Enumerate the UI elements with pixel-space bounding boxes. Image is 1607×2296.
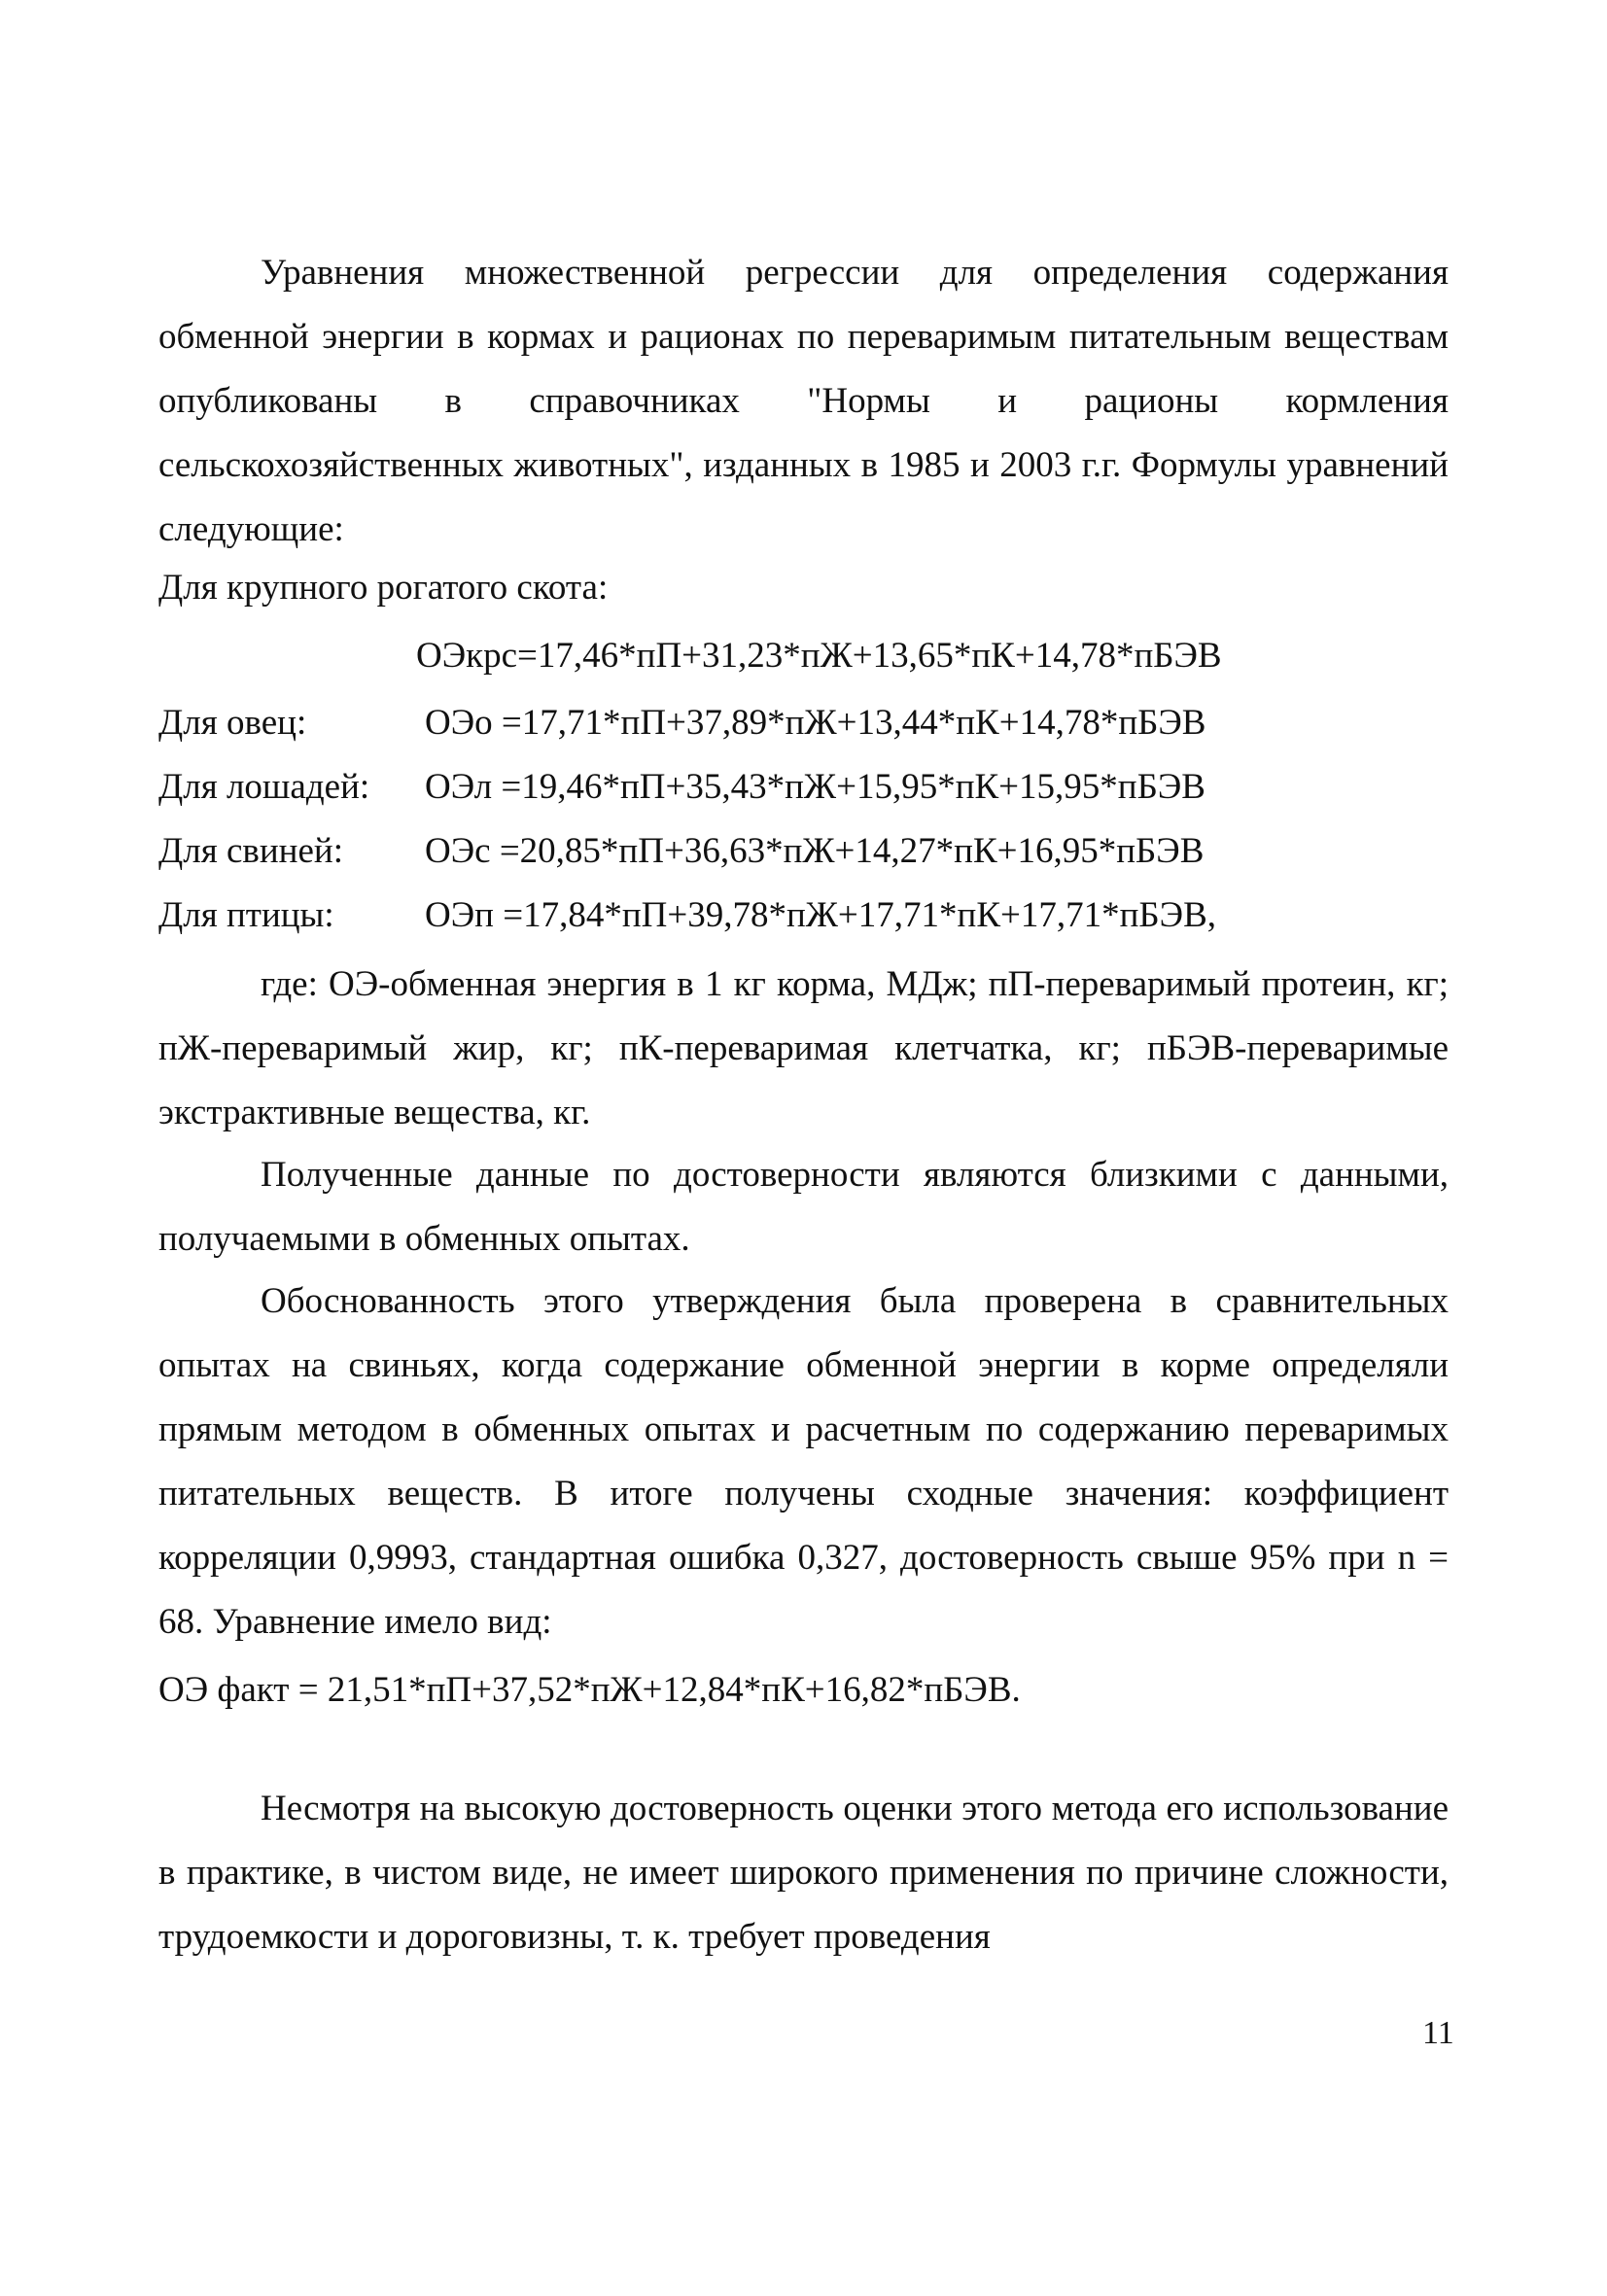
- page-number: 11: [1422, 2015, 1454, 2051]
- pig-formula: ОЭс =20,85*пП+36,63*пЖ+14,27*пК+16,95*пБЭВ: [425, 831, 1205, 871]
- horse-label: Для лошадей:: [158, 767, 370, 807]
- cattle-label: Для крупного рогатого скота:: [158, 568, 609, 608]
- paragraph-regression-intro: Уравнения множественной регрессии для определения содержания обменной энергии в кормах и рационах по переваримым питательным веществам опубликованы в справочниках "Нормы и рационы кормления сельскохозяйственных животных", изданных в 1985 и 2003 г.г. Формулы уравнений следующие:: [158, 253, 1449, 549]
- sheep-label: Для овец:: [158, 703, 307, 743]
- paragraph-definitions: где: ОЭ-обменная энергия в 1 кг корма, МДж; пП-переваримый протеин, кг; пЖ-переваримый жир, кг; пК-переваримая клетчатка, кг; пБЭВ-переваримые экстрактивные вещества, кг.: [158, 964, 1449, 1132]
- paragraph-reliability: Полученные данные по достоверности являются близкими с данными, получаемыми в обменных опытах.: [158, 1155, 1449, 1259]
- pig-label: Для свиней:: [158, 831, 343, 871]
- poultry-label: Для птицы:: [158, 895, 334, 935]
- cattle-formula: ОЭкрс=17,46*пП+31,23*пЖ+13,65*пК+14,78*пБЭВ: [416, 636, 1222, 676]
- poultry-formula: ОЭп =17,84*пП+39,78*пЖ+17,71*пК+17,71*пБЭВ,: [425, 895, 1217, 935]
- paragraph-validation: Обоснованность этого утверждения была проверена в сравнительных опытах на свиньях, когда содержание обменной энергии в корме определяли прямым методом в обменных опытах и расчетным по содержанию переваримых питательных веществ. В итоге получены сходные значения: коэффициент корреляции 0,9993, стандартная ошибка 0,327, достоверность свыше 95% при n = 68. Уравнение имело вид:: [158, 1281, 1449, 1642]
- horse-formula: ОЭл =19,46*пП+35,43*пЖ+15,95*пК+15,95*пБЭВ: [425, 767, 1205, 807]
- fact-formula: ОЭ факт = 21,51*пП+37,52*пЖ+12,84*пК+16,82*пБЭВ.: [158, 1670, 1021, 1710]
- paragraph-limitations: Несмотря на высокую достоверность оценки этого метода его использование в практике, в чистом виде, не имеет широкого применения по причине сложности, трудоемкости и дороговизны, т. к. требует проведения: [158, 1789, 1449, 1957]
- sheep-formula: ОЭо =17,71*пП+37,89*пЖ+13,44*пК+14,78*пБЭВ: [425, 703, 1206, 743]
